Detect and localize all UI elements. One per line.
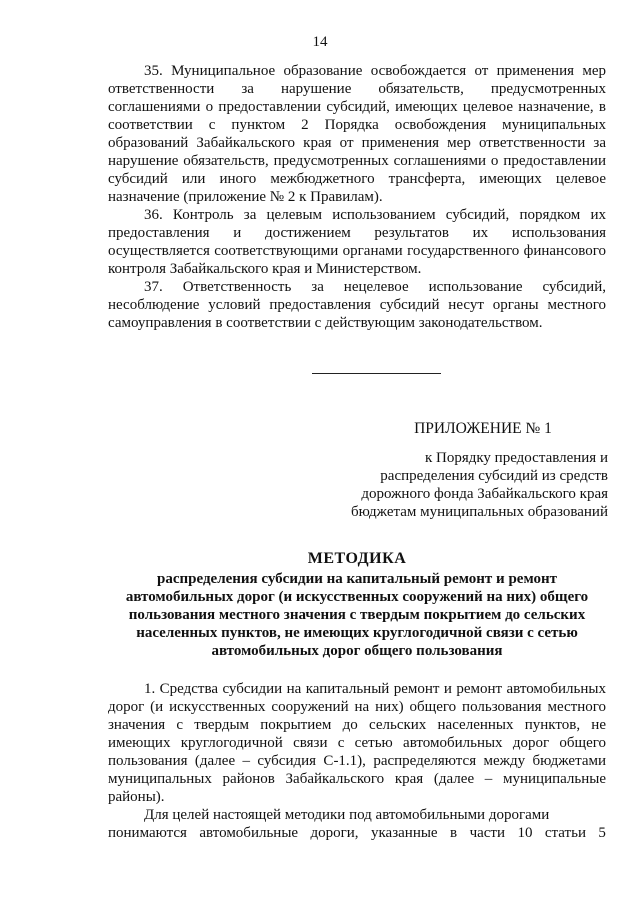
word: автомобильные xyxy=(199,825,299,841)
word: указанные xyxy=(371,825,438,841)
paragraph-37: 37. Ответственность за нецелевое использование субсидий, несоблюдение условий предоставления субсидий несут органы местного самоуправления в соответствии с действующим законодательством. xyxy=(108,279,606,331)
clause-1: 1. Средства субсидии на капитальный ремонт и ремонт автомобильных дорог (и искусственных сооружений на них) общего пользования местного значения с твердым покрытием до сельских населенных пунктов, не имеющих круглогодичной связи с сетью автомобильных дорог общего пользования (далее – субсидия С-1.1), распределяются между бюджетами муниципальных районов Забайкальского края (далее – муниципальные районы). xyxy=(108,681,606,805)
methodology-subtitle: распределения субсидии на капитальный ремонт и ремонт автомобильных дорог (и искусственных сооружений на них) общего пользования местного значения с твердым покрытием до сельских населенных пунктов, не имеющих круглогодичной связи с сетью автомобильных дорог общего пользования xyxy=(125,571,589,659)
word: в xyxy=(450,825,458,841)
methodology-title: МЕТОДИКА xyxy=(307,550,407,567)
clause-2-continuation xyxy=(108,824,606,842)
word: части xyxy=(469,825,506,841)
appendix-header xyxy=(318,420,608,521)
appendix-subtitle xyxy=(318,449,608,521)
paragraph-36: 36. Контроль за целевым использованием субсидий, порядком их предоставления и достижением результатов их использования осуществляется соответствующими органами государственного финансового контроля Забайкальского края и Министерством. xyxy=(108,207,606,277)
paragraph-35: 35. Муниципальное образование освобождается от применения мер ответственности за нарушение обязательств, предусмотренных соглашениями о предоставлении субсидий, имеющих целевое назначение, в соответствии с пунктом 2 Порядка освобождения муниципальных образований Забайкальского края от применения мер ответственности за нарушение обязательств, предусмотренных соглашениями о предоставлении субсидий или иного межбюджетного трансферта, имеющих целевое назначение (приложение № 2 к Правилам). xyxy=(108,63,606,205)
word: 10 xyxy=(517,825,533,841)
appendix-line: распределения субсидий из средств xyxy=(380,468,608,484)
appendix-title: ПРИЛОЖЕНИЕ № 1 xyxy=(414,420,552,437)
word: 5 xyxy=(598,825,606,841)
word: статьи xyxy=(544,825,586,841)
rules-section xyxy=(108,62,606,332)
methodology-heading xyxy=(108,550,606,660)
methodology-body xyxy=(108,680,606,842)
clause-2-line: Для целей настоящей методики под автомобильными дорогами xyxy=(144,807,550,823)
appendix-line: дорожного фонда Забайкальского края xyxy=(361,486,608,502)
word: дороги, xyxy=(310,825,359,841)
page-number: 14 xyxy=(312,34,328,50)
section-divider xyxy=(312,373,441,374)
appendix-line: бюджетам муниципальных образований xyxy=(350,504,608,520)
word: понимаются xyxy=(108,825,187,841)
appendix-line: к Порядку предоставления и xyxy=(424,450,608,466)
